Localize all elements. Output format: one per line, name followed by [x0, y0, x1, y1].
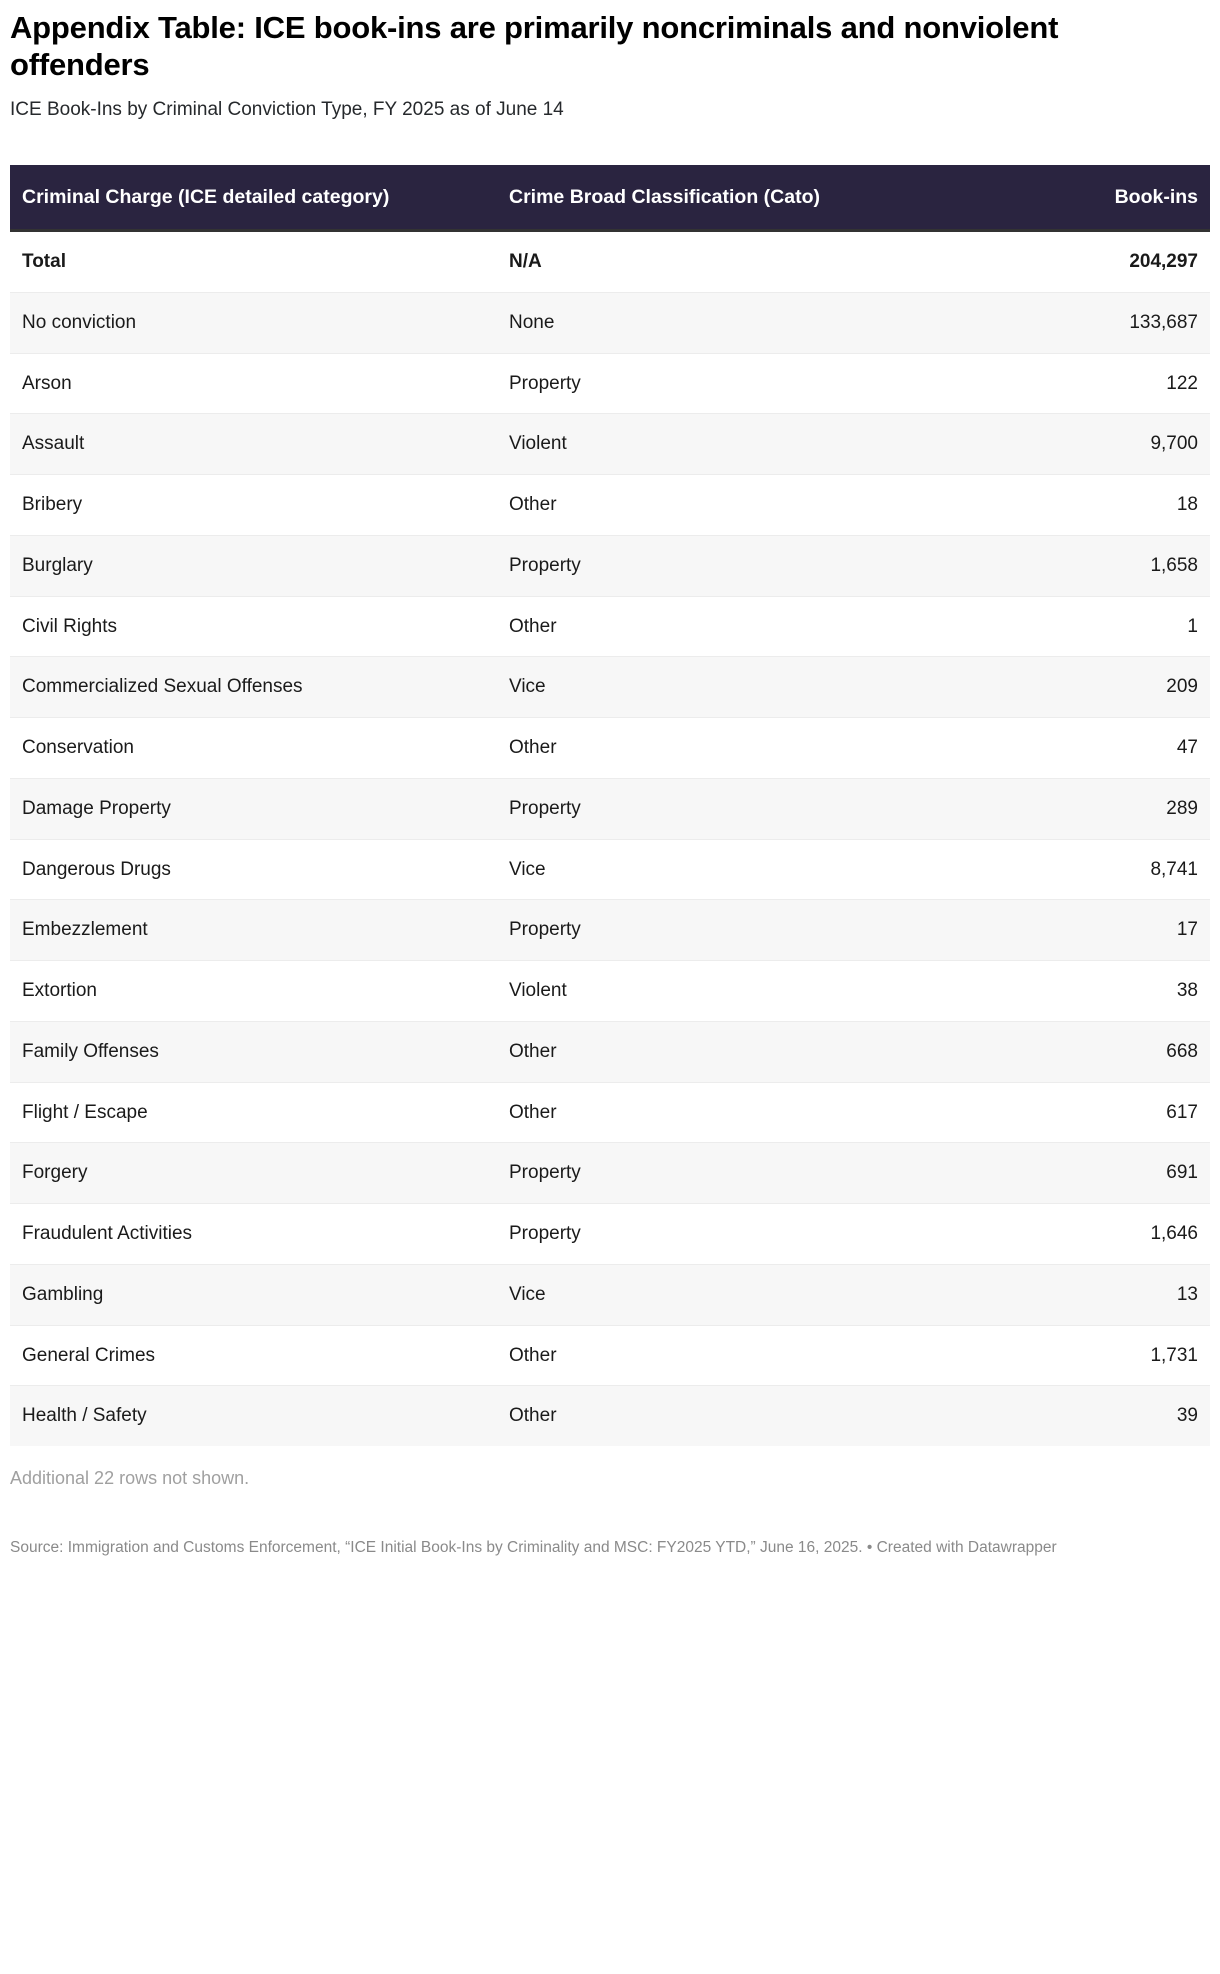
table-row	[10, 596, 1210, 657]
cell-crime-classification: Vice	[497, 1264, 867, 1325]
cell-criminal-charge: Conservation	[10, 718, 497, 779]
cell-bookins: 18	[867, 475, 1210, 536]
cell-criminal-charge: Dangerous Drugs	[10, 839, 497, 900]
cell-bookins: 691	[867, 1143, 1210, 1204]
cell-bookins: 8,741	[867, 839, 1210, 900]
column-header-crime-classification[interactable]: Crime Broad Classification (Cato)	[497, 165, 867, 231]
cell-bookins: 1,658	[867, 535, 1210, 596]
cell-bookins: 39	[867, 1386, 1210, 1446]
cell-bookins: 38	[867, 961, 1210, 1022]
cell-bookins: 204,297	[867, 231, 1210, 293]
cell-crime-classification: Property	[497, 353, 867, 414]
cell-criminal-charge: Extortion	[10, 961, 497, 1022]
cell-criminal-charge: Embezzlement	[10, 900, 497, 961]
cell-crime-classification: Violent	[497, 414, 867, 475]
cell-crime-classification: Vice	[497, 657, 867, 718]
cell-criminal-charge: Civil Rights	[10, 596, 497, 657]
cell-crime-classification: Other	[497, 1325, 867, 1386]
table-row	[10, 839, 1210, 900]
cell-bookins: 17	[867, 900, 1210, 961]
bookins-table	[10, 165, 1210, 1446]
cell-criminal-charge: No conviction	[10, 292, 497, 353]
table-header	[10, 165, 1210, 231]
table-row	[10, 414, 1210, 475]
cell-crime-classification: Violent	[497, 961, 867, 1022]
column-header-criminal-charge[interactable]: Criminal Charge (ICE detailed category)	[10, 165, 497, 231]
cell-bookins: 9,700	[867, 414, 1210, 475]
cell-bookins: 1	[867, 596, 1210, 657]
cell-bookins: 617	[867, 1082, 1210, 1143]
cell-crime-classification: Property	[497, 535, 867, 596]
table-row	[10, 1143, 1210, 1204]
cell-crime-classification: Property	[497, 1204, 867, 1265]
cell-criminal-charge: Total	[10, 231, 497, 293]
table-row	[10, 1204, 1210, 1265]
cell-bookins: 209	[867, 657, 1210, 718]
cell-criminal-charge: Forgery	[10, 1143, 497, 1204]
cell-crime-classification: Other	[497, 718, 867, 779]
cell-bookins: 47	[867, 718, 1210, 779]
page-subtitle: ICE Book-Ins by Criminal Conviction Type, FY 2025 as of June 14	[10, 99, 564, 121]
cell-bookins: 668	[867, 1021, 1210, 1082]
table-row	[10, 1264, 1210, 1325]
table-row	[10, 1325, 1210, 1386]
cell-crime-classification: None	[497, 292, 867, 353]
cell-crime-classification: Property	[497, 778, 867, 839]
table-row	[10, 231, 1210, 293]
page-title: Appendix Table: ICE book-ins are primarily noncriminals and nonviolent offenders	[10, 10, 1059, 82]
cell-bookins: 133,687	[867, 292, 1210, 353]
source-note: Source: Immigration and Customs Enforcement, “ICE Initial Book-Ins by Criminality and MSC: FY2025 YTD,” June 16, 2025. • Created with Datawrapper	[10, 1539, 1057, 1557]
table-row	[10, 1021, 1210, 1082]
additional-rows-note: Additional 22 rows not shown.	[10, 1468, 250, 1489]
cell-crime-classification: Other	[497, 1386, 867, 1446]
cell-crime-classification: Other	[497, 1021, 867, 1082]
cell-crime-classification: Other	[497, 596, 867, 657]
cell-criminal-charge: Flight / Escape	[10, 1082, 497, 1143]
table-row	[10, 353, 1210, 414]
cell-bookins: 289	[867, 778, 1210, 839]
cell-criminal-charge: Assault	[10, 414, 497, 475]
table-row	[10, 535, 1210, 596]
cell-bookins: 13	[867, 1264, 1210, 1325]
column-header-bookins[interactable]: Book-ins	[867, 165, 1210, 231]
table-row	[10, 292, 1210, 353]
cell-criminal-charge: Damage Property	[10, 778, 497, 839]
cell-crime-classification: N/A	[497, 231, 867, 293]
table-header-row	[10, 165, 1210, 231]
table-row	[10, 475, 1210, 536]
cell-criminal-charge: Burglary	[10, 535, 497, 596]
cell-criminal-charge: Bribery	[10, 475, 497, 536]
table-body	[10, 231, 1210, 1447]
cell-crime-classification: Property	[497, 900, 867, 961]
cell-bookins: 1,646	[867, 1204, 1210, 1265]
cell-criminal-charge: General Crimes	[10, 1325, 497, 1386]
table-row	[10, 1082, 1210, 1143]
cell-criminal-charge: Gambling	[10, 1264, 497, 1325]
table-row	[10, 778, 1210, 839]
table-row	[10, 718, 1210, 779]
cell-bookins: 1,731	[867, 1325, 1210, 1386]
table-row	[10, 961, 1210, 1022]
cell-crime-classification: Property	[497, 1143, 867, 1204]
cell-crime-classification: Vice	[497, 839, 867, 900]
cell-criminal-charge: Family Offenses	[10, 1021, 497, 1082]
cell-bookins: 122	[867, 353, 1210, 414]
table-container	[10, 165, 1210, 1446]
table-row	[10, 657, 1210, 718]
cell-criminal-charge: Fraudulent Activities	[10, 1204, 497, 1265]
table-row	[10, 900, 1210, 961]
cell-criminal-charge: Health / Safety	[10, 1386, 497, 1446]
cell-crime-classification: Other	[497, 475, 867, 536]
cell-criminal-charge: Arson	[10, 353, 497, 414]
cell-crime-classification: Other	[497, 1082, 867, 1143]
table-row	[10, 1386, 1210, 1446]
cell-criminal-charge: Commercialized Sexual Offenses	[10, 657, 497, 718]
